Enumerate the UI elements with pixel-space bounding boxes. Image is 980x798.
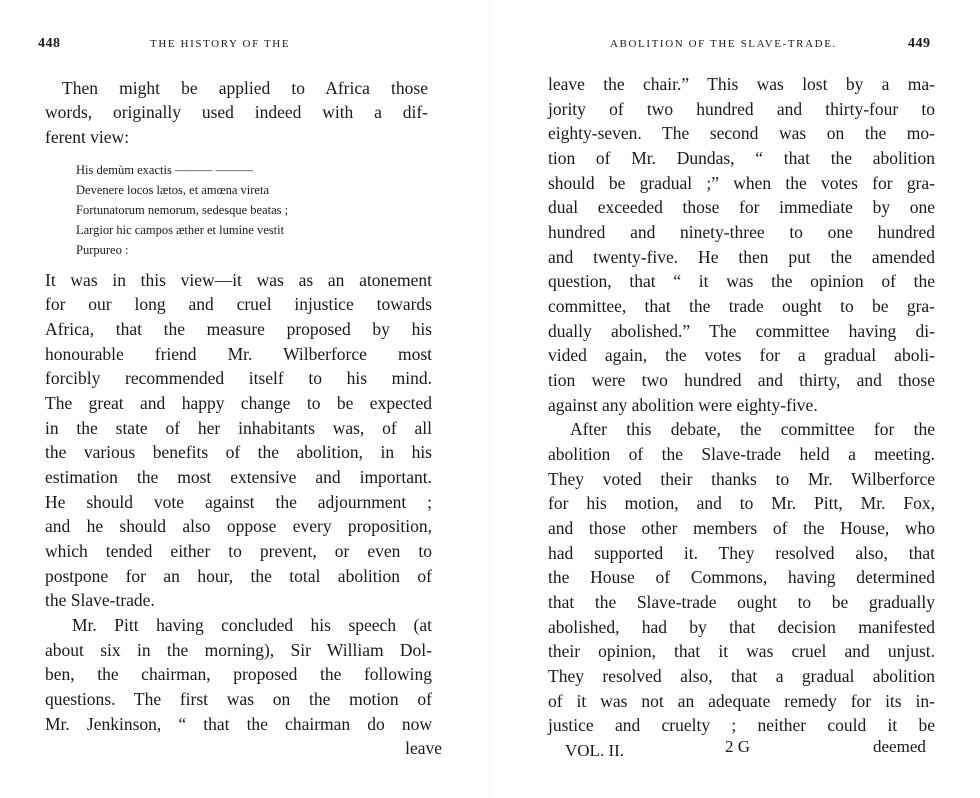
body-line: the House of Commons, having determined (548, 567, 935, 587)
body-line: should be gradual ;” when the votes for gra- (548, 173, 935, 193)
body-line: abolished, had by that decision manifested (548, 617, 935, 637)
body-line: Mr. Pitt having concluded his speech (at (72, 615, 432, 635)
body-line: estimation the most extensive and important. (45, 467, 432, 487)
body-line: in the state of her inhabitants was, of all (45, 418, 432, 438)
body-line: dually abolished.” The committee having di- (548, 321, 935, 341)
body-line: jority of two hundred and thirty-four to (548, 99, 935, 119)
body-line: abolition of the Slave-trade held a meeting. (548, 444, 935, 464)
right-page (490, 0, 980, 798)
intro-line: ferent view: (45, 127, 130, 147)
signature-mark: 2 G (725, 737, 751, 756)
verse-line: Largior hic campos æther et lumine vestit (76, 223, 285, 237)
body-line: honourable friend Mr. Wilberforce most (45, 344, 432, 364)
right-page-number: 449 (908, 36, 931, 51)
body-line: which tended either to prevent, or even to (45, 541, 432, 561)
left-page-number: 448 (38, 36, 61, 51)
body-line: the Slave-trade. (45, 590, 155, 610)
body-line: eighty-seven. The second was on the mo- (548, 123, 935, 143)
body-line: had supported it. They resolved also, that (548, 543, 935, 563)
body-line: and those other members of the House, who (548, 518, 935, 538)
body-line: for our long and cruel injustice towards (45, 294, 432, 314)
body-line: Africa, that the measure proposed by his (45, 319, 432, 339)
body-line: After this debate, the committee for the (570, 419, 935, 439)
verse-line: Devenere locos lætos, et amœna vireta (76, 183, 269, 197)
intro-line: words, originally used indeed with a dif- (45, 102, 428, 122)
body-line: committee, that the trade ought to be gra- (548, 296, 935, 316)
body-line: questions. The first was on the motion of (45, 689, 432, 709)
body-line: ben, the chairman, proposed the following (45, 664, 432, 684)
body-line: their opinion, that it was cruel and unjust. (548, 641, 935, 661)
body-line: and twenty-five. He then put the amended (548, 247, 935, 267)
body-line: about six in the morning), Sir William Dol- (45, 640, 432, 660)
catchword: deemed (873, 737, 926, 756)
catchword: leave (405, 738, 442, 758)
body-line: question, that “ it was the opinion of the (548, 271, 935, 291)
body-line: postpone for an hour, the total abolition of (45, 566, 432, 586)
verse-line: Purpureo : (76, 243, 129, 257)
body-line: that the Slave-trade ought to be gradually (548, 592, 935, 612)
intro-line: Then might be applied to Africa those (62, 78, 428, 98)
body-line: hundred and ninety-three to one hundred (548, 222, 935, 242)
body-line: They resolved also, that a gradual abolition (548, 666, 935, 686)
body-line: leave the chair.” This was lost by a ma- (548, 74, 935, 94)
body-line: justice and cruelty ; neither could it be (548, 715, 935, 735)
right-running-head: ABOLITION OF THE SLAVE-TRADE. (610, 38, 837, 50)
body-line: tion were two hundred and thirty, and those (548, 370, 935, 390)
body-line: Mr. Jenkinson, “ that the chairman do now (45, 714, 432, 734)
body-line: of it was not an adequate remedy for its in- (548, 691, 935, 711)
body-line: and he should also oppose every proposition, (45, 516, 432, 536)
body-line: against any abolition were eighty-five. (548, 395, 818, 415)
body-line: forcibly recommended itself to his mind. (45, 368, 432, 388)
verse-line: Fortunatorum nemorum, sedesque beatas ; (76, 203, 289, 217)
left-running-head: THE HISTORY OF THE (150, 38, 291, 50)
body-line: They voted their thanks to Mr. Wilberforce (548, 469, 935, 489)
body-line: It was in this view—it was as an atonement (45, 270, 432, 290)
body-line: the various benefits of the abolition, in his (45, 442, 432, 462)
body-line: tion of Mr. Dundas, “ that the abolition (548, 148, 935, 168)
body-line: The great and happy change to be expected (45, 393, 432, 413)
verse-line: His demùm exactis ——— ——— (76, 163, 254, 177)
body-line: dual exceeded those for immediate by one (548, 197, 935, 217)
body-line: vided again, the votes for a gradual aboli- (548, 345, 935, 365)
body-line: He should vote against the adjournment ; (45, 492, 432, 512)
body-line: for his motion, and to Mr. Pitt, Mr. Fox, (548, 493, 935, 513)
signature-volume: VOL. II. (565, 741, 625, 760)
